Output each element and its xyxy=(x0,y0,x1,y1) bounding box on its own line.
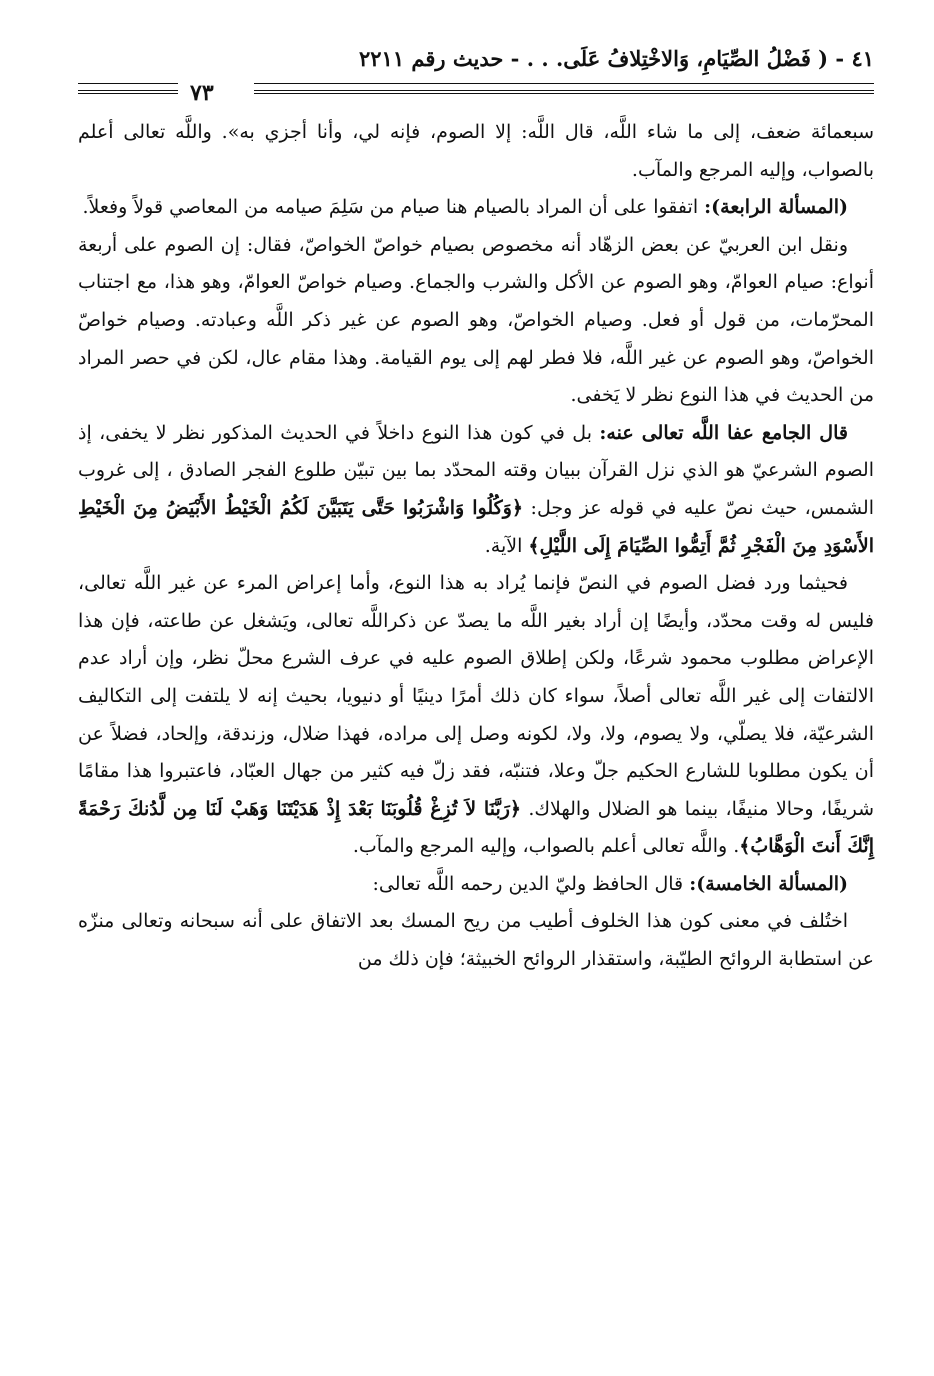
paragraph-2 xyxy=(78,189,874,227)
paragraph-tail: الآية. xyxy=(484,534,529,557)
chapter-title: ٤١ - ( فَضْلُ الصِّيَامِ، وَالاخْتِلافُ عَلَى. . . - حديث رقم ٢٢١١ xyxy=(358,46,874,71)
paragraph-4 xyxy=(78,415,874,565)
header-rule-double-right xyxy=(254,90,874,94)
paragraph-text: ونقل ابن العربيّ عن بعض الزهّاد أنه مخصوص بصيام خواصّ الخواصّ، فقال: إن الصوم على أربعة أنواع: صيام العوامّ، وهو الصوم عن الأكل والشرب والجماع. وصيام خواصّ العوامّ، وهو هذا، مع اجتناب المحرّمات، من قول أو فعل. وصيام الخواصّ، وهو الصوم عن غير ذكر اللَّه وعبادته. وصيام خواصّ الخواصّ، وهو الصوم عن غير اللَّه، فلا فطر لهم إلى يوم القيامة. وهذا مقام عال، لكن في حصر المراد من الحديث في هذا النوع نظر لا يَخفى. xyxy=(78,233,875,407)
paragraph-5 xyxy=(78,565,874,866)
quran-verse: ﴿رَبَّنَا لاَ تُزِغْ قُلُوبَنَا بَعْدَ إِذْ هَدَيْتَنَا وَهَبْ لَنَا مِن لَّدُنكَ رَحْمَةً إِنَّكَ أَنتَ الْوَهَّابُ﴾ xyxy=(78,797,874,858)
header-rule-thin-right xyxy=(254,83,874,84)
paragraph-text: سبعمائة ضعف، إلى ما شاء اللَّه، قال اللَّه: إلا الصوم، فإنه لي، وأنا أجزي به». واللَّه تعالى أعلم بالصواب، وإليه المرجع والمآب. xyxy=(78,121,874,181)
paragraph-1 xyxy=(78,114,874,189)
document-page xyxy=(78,40,874,1340)
body-text xyxy=(78,114,874,979)
section-heading-fourth-issue: (المسألة الرابعة): xyxy=(704,196,848,219)
header-rule-thin-left xyxy=(78,83,178,84)
section-heading-compiler-note: قال الجامع عفا اللَّه تعالى عنه: xyxy=(599,421,848,444)
paragraph-text: بل في كون هذا النوع داخلاً في الحديث المذكور نظر لا يخفى، إذ الصوم الشرعيّ هو الذي نزل القرآن ببيان وقته المحدّد بما بين تبيّن طلوع الفجر الصادق ، إلى غروب الشمس، حيث نصّ عليه في قوله عز وجل: xyxy=(78,421,874,519)
quran-verse: ﴿وَكُلُوا وَاشْرَبُوا حَتَّى يَتَبَيَّنَ لَكُمُ الْخَيْطُ الأَبْيَضُ مِنَ الْخَيْطِ الأَسْوَدِ مِنَ الْفَجْرِ ثُمَّ أَتِمُّوا الصِّيَامَ إِلَى اللَّيْلِ﴾ xyxy=(78,496,874,557)
paragraph-3 xyxy=(78,227,874,415)
running-header xyxy=(78,40,874,106)
page-number: ٧٣ xyxy=(190,80,214,106)
section-heading-fifth-issue: (المسألة الخامسة): xyxy=(689,872,848,895)
paragraph-text: قال الحافظ وليّ الدين رحمه اللَّه تعالى: xyxy=(372,872,690,895)
paragraph-tail: . واللَّه تعالى أعلم بالصواب، وإليه المرجع والمآب. xyxy=(352,835,740,858)
header-rule-double-left xyxy=(78,90,178,94)
paragraph-text: اتفقوا على أن المراد بالصيام هنا صيام من سَلِمَ صيامه من المعاصي قولاً وفعلاً. xyxy=(82,196,705,219)
paragraph-7 xyxy=(78,903,874,978)
paragraph-text: فحيثما ورد فضل الصوم في النصّ فإنما يُراد به هذا النوع، وأما إعراض المرء عن غير اللَّه تعالى، فليس له وقت محدّد، وأيضًا إن أراد بغير اللَّه ما يصدّ عن ذكراللَّه تعالى، ويَشغل عن طاعته، فإن هذا الإعراض مطلوب محمود شرعًا، ولكن إطلاق الصوم عليه في عرف الشرع محلّ نظر، وإن أراد عدم الالتفات إلى غير اللَّه تعالى أصلاً، سواء كان ذلك أمرًا دينيًا أو دنيويا، بحيث إنه لا يلتفت إلى التكاليف الشرعيّة، فلا يصلّي، ولا يصوم، ولا، ولا، لكونه وصل إلى مراده، فهذا ضلال، وزندقة، وإلحاد، فضلاً عن أن يكون مطلوبا للشارع الحكيم جلّ وعلا، فتنبّه، فقد زلّ فيه كثير من جهال العبّاد، فاعتبروا هذا مقامًا شريفًا، وحالا منيفًا، بينما هو الضلال والهلاك. xyxy=(78,572,874,820)
paragraph-text: اختُلف في معنى كون هذا الخلوف أطيب من ريح المسك بعد الاتفاق على أنه سبحانه وتعالى منزّه عن استطابة الروائح الطيّبة، واستقذار الروائح الخبيثة؛ فإن ذلك من xyxy=(78,910,874,971)
paragraph-6 xyxy=(78,866,874,904)
